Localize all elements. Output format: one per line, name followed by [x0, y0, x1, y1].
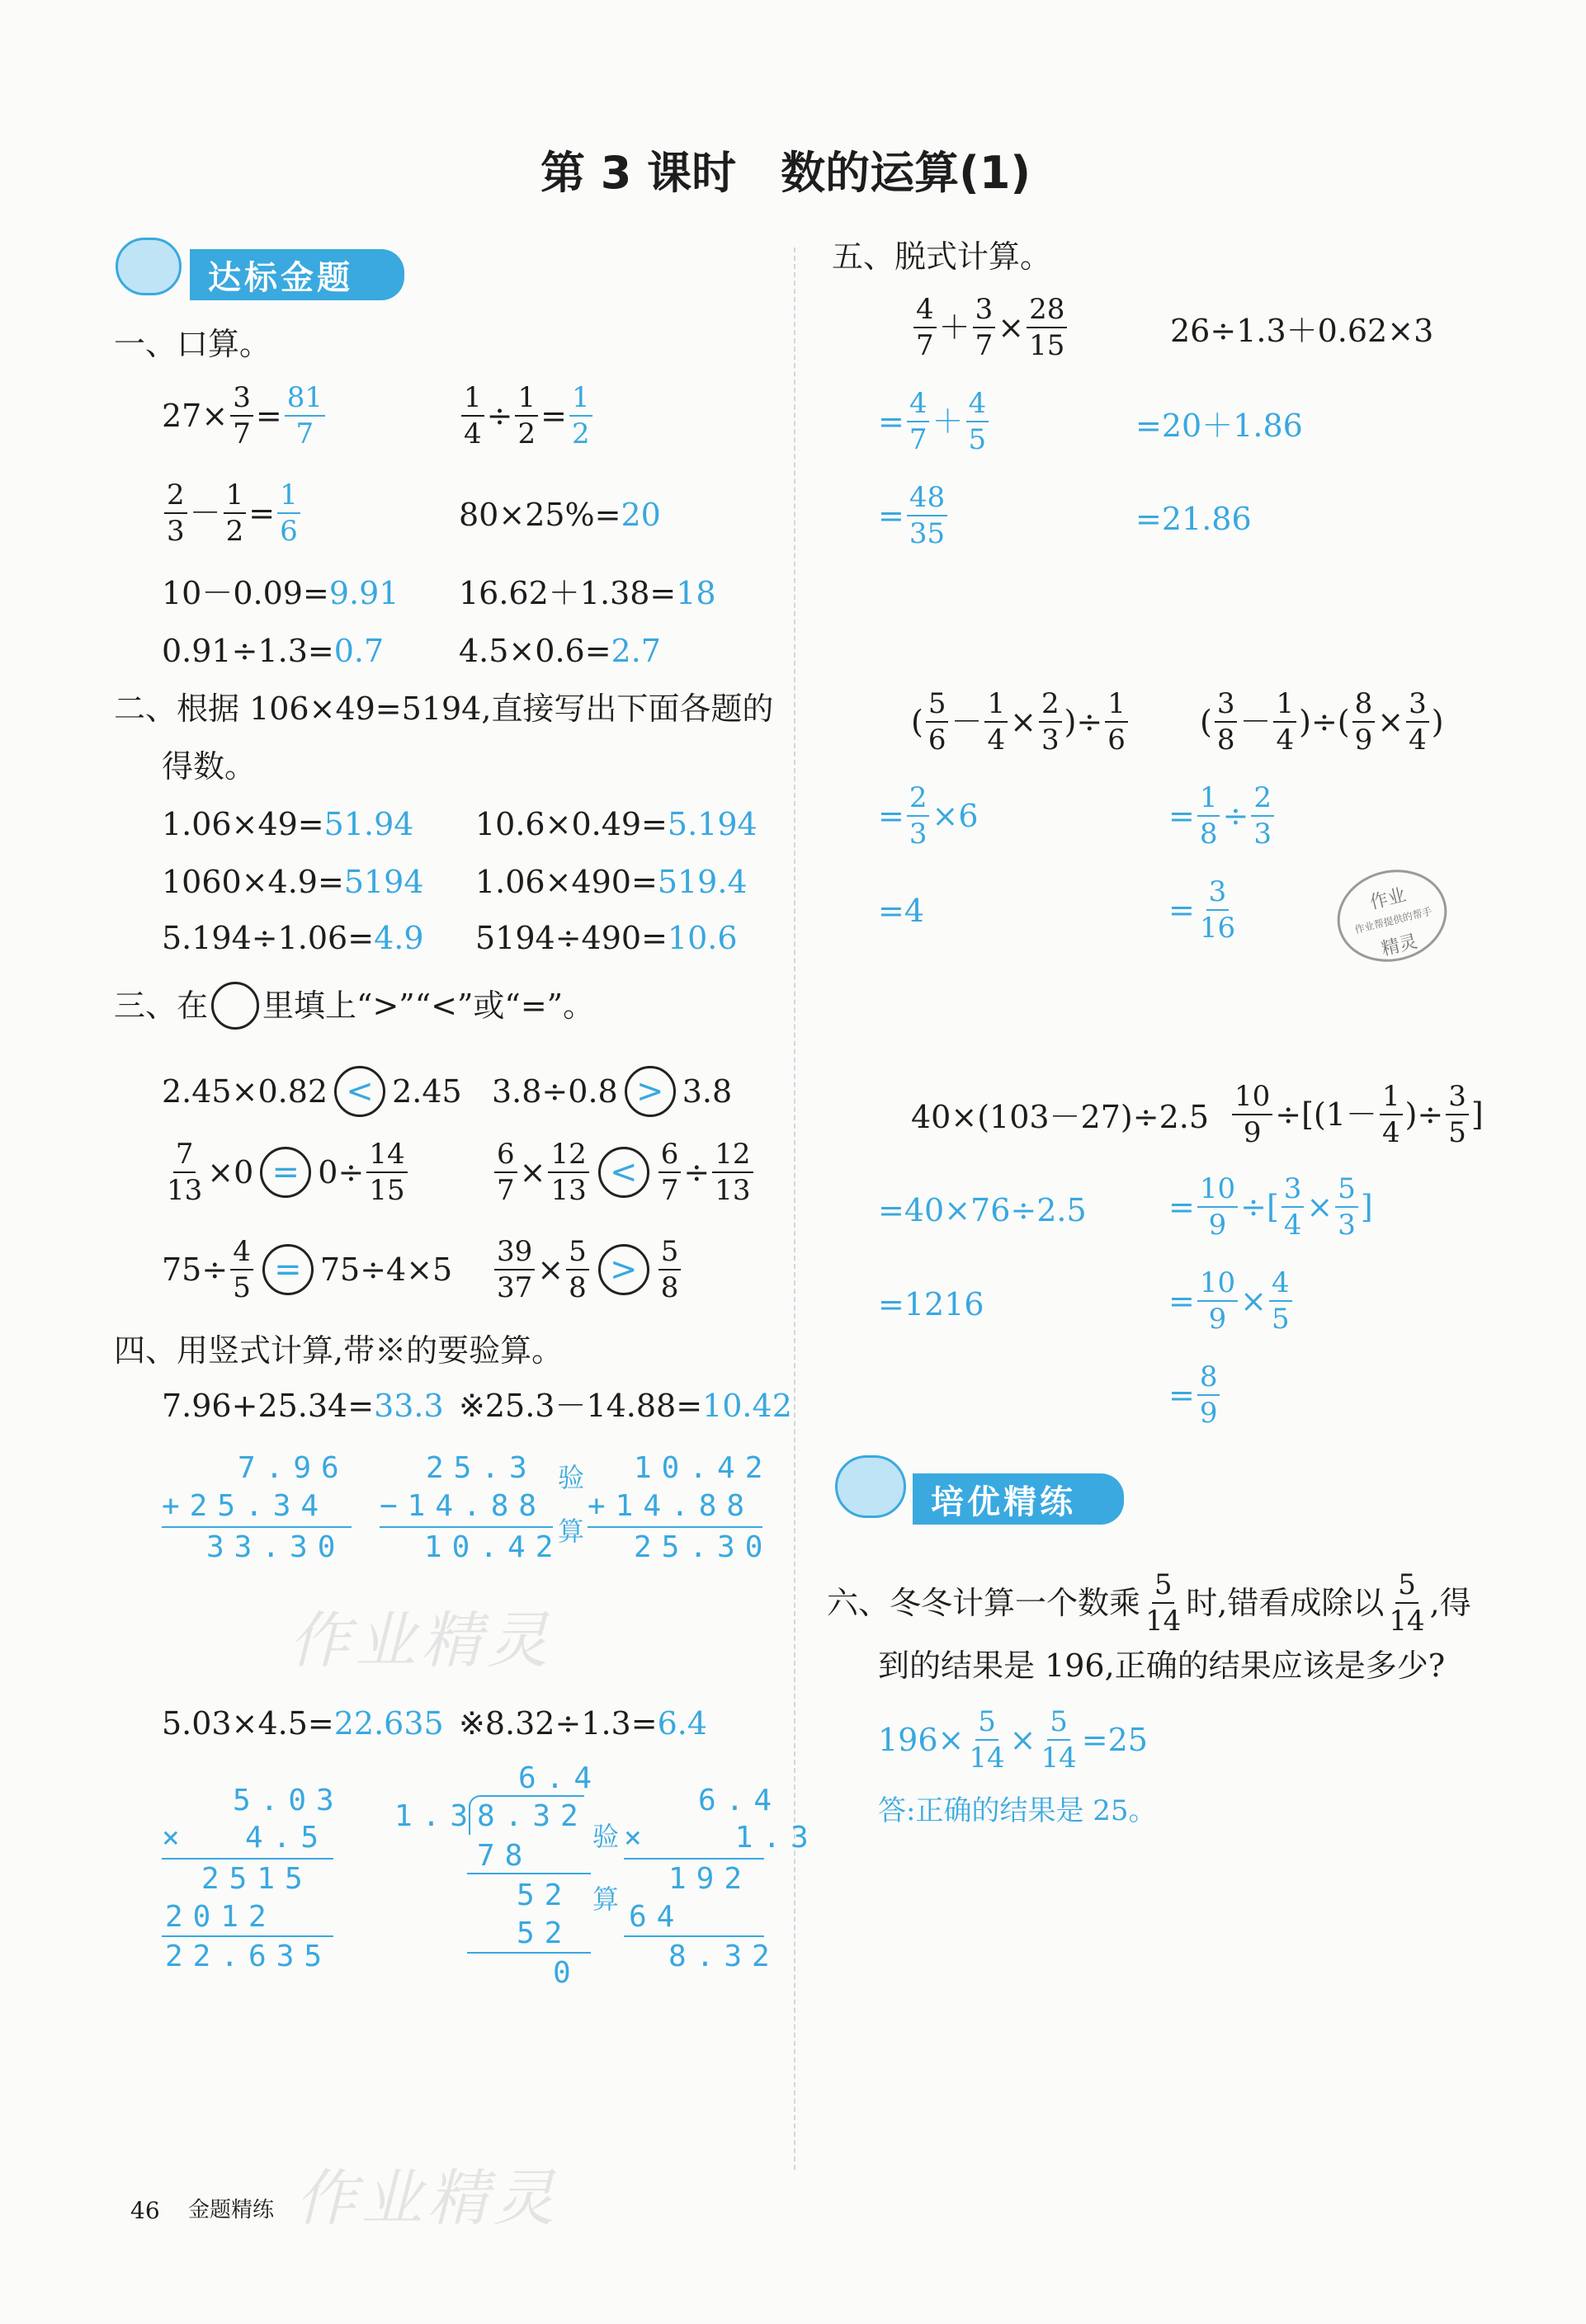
oral-q8: 4.5×0.6= 2.7 [459, 633, 661, 669]
watermark-2: 作业精灵 [295, 2163, 559, 2234]
stepcalc-4: ( 3 8 － 1 4 )÷( $\frac{8}{9}$ × $\frac{3}{4}$ ) [1200, 687, 1444, 757]
stepcalc-1-step2: = $\frac{48}{35}$ [878, 483, 950, 548]
stepcalc-5: 40×(103－27)÷2.5 [911, 1099, 1210, 1135]
stepcalc-2: 26÷1.3＋0.62×3 [1170, 313, 1434, 349]
deduce-q4: 1.06×490= 519.4 [475, 864, 748, 900]
banner-dabiao: 达标金题 [190, 249, 404, 300]
stepcalc-3: ( 5 6 － $\frac{1}{4}$ × $\frac{2}{3}$ )÷ $\frac{1}{6}$ [911, 690, 1130, 754]
deduce-q6: 5194÷490= 10.6 [475, 920, 738, 956]
vertical-q2: ※25.3－14.88= 10.42 [459, 1388, 792, 1424]
section1-heading: 一、口算。 [114, 326, 271, 362]
stepcalc-3-step1: = $\frac{2}{3}$ ×6 [878, 781, 979, 851]
section3-heading: 三、在 里填上“>”“<”或“=”。 [114, 982, 594, 1030]
stepcalc-5-step1: =40×76÷2.5 [878, 1192, 1087, 1228]
page-title: 第 3 课时 数的运算(1) [540, 147, 1031, 199]
oral-q5: 10－0.09= 9.91 [162, 575, 399, 611]
vertical-q4: ※8.32÷1.3= 6.4 [459, 1705, 707, 1742]
stamp-seal-icon: 作业 作业帮提供的帮手 精灵 [1328, 858, 1457, 973]
section6-line2: 到的结果是 196,正确的结果应该是多少? [878, 1648, 1446, 1684]
section5-heading: 五、脱式计算。 [832, 238, 1052, 275]
stepcalc-2-step1: =20＋1.86 [1135, 408, 1303, 444]
oral-q2: $\frac{1}{4}$ ÷ $\frac{1}{2}$ = $\frac{1}{2}$ [459, 384, 595, 448]
deduce-q2: 10.6×0.49= 5.194 [475, 806, 758, 842]
column-divider [794, 247, 795, 2170]
watermark-1: 作业精灵 [289, 1605, 553, 1676]
deduce-q5: 5.194÷1.06= 4.9 [162, 920, 424, 956]
compare-q2: 3.8÷0.8 > 3.8 [492, 1066, 732, 1117]
stepcalc-6-step3: = $\frac{8}{9}$ [1168, 1363, 1222, 1427]
stepcalc-4-step2: = $\frac{3}{16}$ [1168, 875, 1236, 945]
blank-circle-icon [211, 982, 259, 1030]
section6-calc: 196× $\frac{5}{14}$ × $\frac{5}{14}$ =25 [878, 1705, 1148, 1775]
oral-q4: 80×25%= 20 [459, 497, 661, 533]
section6-answer: 答:正确的结果是 25。 [878, 1794, 1157, 1827]
section4-heading: 四、用竖式计算,带※的要验算。 [114, 1332, 564, 1369]
section6-heading: 六、冬冬计算一个数乘 5 14 时,错看成除以 5 14 ,得 [827, 1568, 1471, 1638]
deduce-q1: 1.06×49= 51.94 [162, 806, 414, 842]
stepcalc-2-step2: =21.86 [1135, 501, 1252, 537]
oral-q6: 16.62＋1.38= 18 [459, 575, 716, 611]
book-name: 金题精练 [188, 2198, 275, 2223]
deduce-q3: 1060×4.9= 5194 [162, 864, 424, 900]
worksheet-page: 第 3 课时 数的运算(1) 达标金题 一、口算。 27× $\frac{3}{7}$ = $\frac{81}{7}$ $\frac{1}{4}$ ÷ $\frac{1}{2}$ = $\frac{1}{2}$ 2 3 － $\frac{1}{2}$ = $\frac{1}{6}$ 80×25%= 20 10－0.09= 9.91 16.62＋1.38= 18 0.91÷1.3= 0.7 4.5×0.6= 2.7 二、根据 106×49=5194,直接写出下面各题的 得数。 1.06×49= 51.94 10.6×0.49= 5.194 1060×4.9= 5194 1.06×490= 519.4 5.194÷1.06= 4.9 5194÷490= 10.6 三、在 里填上“>”“<”或“=”。 2.45×0.82 < 2.45 3.8÷0.8 > 3.8 $\frac{7}{13}$ ×0 = 0÷ $\frac{14}{15}$ $\frac{6}{7}$ × $\frac{12}{13}$ < $\frac{6}{7}$ ÷ $\frac{12}{13}$ 75÷ $\frac{4}{5}$ = 75÷4×5 $\frac{39}{37}$ × $\frac{5}{8}$ > 5 8 四、用竖式计算,带※的要验算。 7.96+25.34= 33.3 ※25.3－14.88= 10.42 7.96 +25.34 33.30 25.3 −14.88 10.42 验 算 10.42 +14.88 25.30 5.03×4.5= 22.635 ※8.32÷1.3= 6.4 5.03 × 4.5 2515 2012 22.635 6.4 1.3 8.32 78 52 52 0 验 算 6.4 × 1.3 192 64 8.32 五、脱式计算。 4 7 ＋ $\frac{3}{7}$ × $\frac{28}{15}$ = $\frac{4}{7}$ ＋ 4 5 = $\frac{48}{35}$ 26÷1.3＋0.62×3 =20＋1.86 =21.86 ( 5 6 － $\frac{1}{4}$ × $\frac{2}{3}$ )÷ $\frac{1}{6}$ = $\frac{2}{3}$ ×6 =4 ( 3 8 － 1 4 )÷( $\frac{8}{9}$ × $\frac{3}{4}$ ) = $\frac{1}{8}$ ÷ $\frac{2}{3}$ = $\frac{3}{16}$ 作业 作业帮提供的帮手 精灵 40×(103－27)÷2.5 =40×76÷2.5 =1216 $\frac{10}{9}$ ÷[(1－ 1 4 )÷ $\frac{3}{5}$ ] = $\frac{10}{9}$ ÷[ $\frac{3}{4}$ × $\frac{5}{3}$ ] = $\frac{10}{9}$ × $\frac{4}{5}$ = $\frac{8}{9}$ 培优精练 六、冬冬计算一个数乘 5 14 时,错看成除以 5 14 ,得 到的结果是 196,正确的结果应该是多少? 196× $\frac{5}{14}$ × $\frac{5}{14}$ =25 答:正确的结果是 25。 作业精灵 作业精灵 46 金题精练 [0, 0, 1586, 2324]
stepcalc-1: 4 7 ＋ $\frac{3}{7}$ × $\frac{28}{15}$ [911, 295, 1069, 360]
panda-mascot-icon-2 [835, 1455, 906, 1518]
stepcalc-4-step1: = $\frac{1}{8}$ ÷ $\frac{2}{3}$ [1168, 784, 1277, 848]
oral-q3: 2 3 － $\frac{1}{2}$ = $\frac{1}{6}$ [162, 481, 303, 545]
banner-peiyou: 培优精练 [913, 1473, 1124, 1525]
section2-heading-cont: 得数。 [162, 748, 257, 785]
stepcalc-6-step1: = $\frac{10}{9}$ ÷[ $\frac{3}{4}$ × $\frac{5}{3}$ ] [1168, 1172, 1373, 1242]
section2-heading: 二、根据 106×49=5194,直接写出下面各题的 [114, 691, 774, 727]
page-number: 46 [130, 2197, 160, 2224]
oral-q7: 0.91÷1.3= 0.7 [162, 633, 385, 669]
compare-q5: 75÷ $\frac{4}{5}$ = 75÷4×5 [162, 1235, 453, 1304]
stepcalc-5-step2: =1216 [878, 1286, 984, 1322]
compare-q1: 2.45×0.82 < 2.45 [162, 1066, 462, 1117]
oral-q1: 27× $\frac{3}{7}$ = $\frac{81}{7}$ [162, 384, 328, 448]
stepcalc-3-step2: =4 [878, 893, 925, 929]
compare-q4: $\frac{6}{7}$ × $\frac{12}{13}$ < $\frac{6}{7}$ ÷ $\frac{12}{13}$ [492, 1140, 756, 1204]
compare-q6: $\frac{39}{37}$ × $\frac{5}{8}$ > 5 8 [492, 1237, 683, 1302]
vertical-q3: 5.03×4.5= 22.635 [162, 1705, 444, 1742]
stepcalc-1-step1: = $\frac{4}{7}$ ＋ 4 5 [878, 389, 991, 454]
stepcalc-6-step2: = $\frac{10}{9}$ × $\frac{4}{5}$ [1168, 1269, 1295, 1333]
compare-q3: $\frac{7}{13}$ ×0 = 0÷ $\frac{14}{15}$ [162, 1140, 410, 1204]
panda-mascot-icon [116, 238, 182, 295]
stepcalc-6: $\frac{10}{9}$ ÷[(1－ 1 4 )÷ $\frac{3}{5}$ ] [1230, 1082, 1484, 1147]
vertical-q1: 7.96+25.34= 33.3 [162, 1388, 444, 1424]
